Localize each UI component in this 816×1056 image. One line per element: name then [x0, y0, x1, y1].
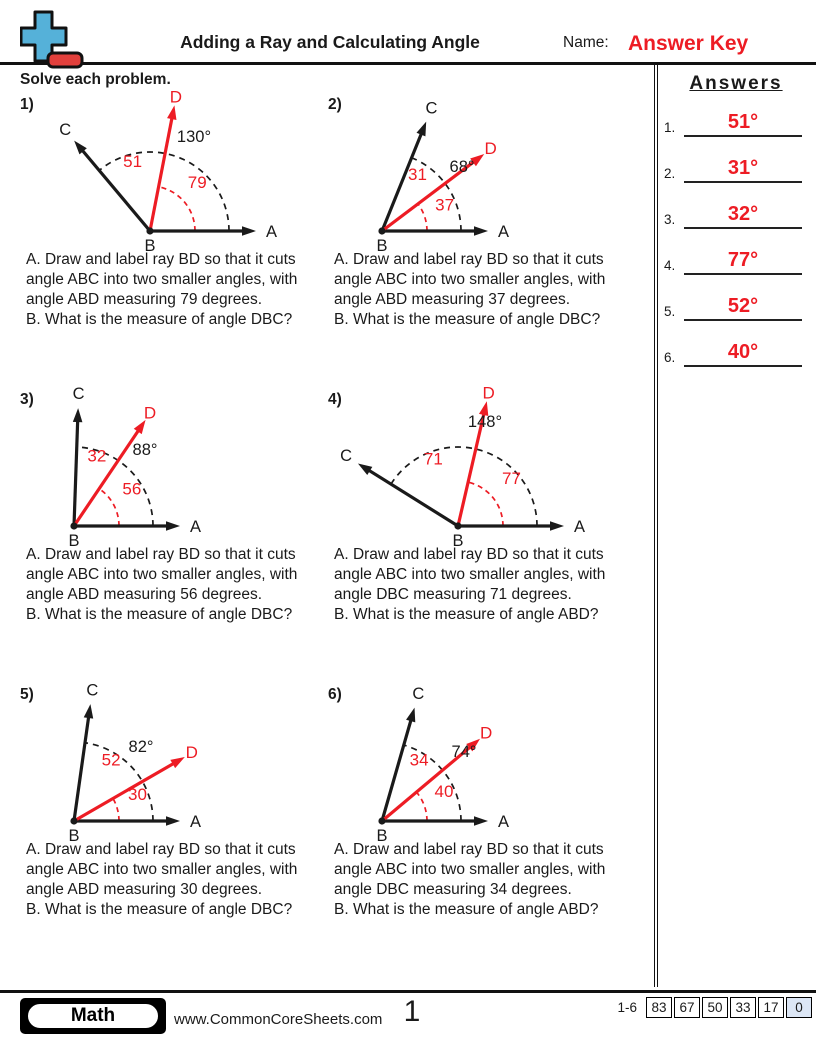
problem-part-b: B. What is the measure of angle DBC?	[334, 311, 601, 329]
ray-a-label: A	[574, 518, 586, 536]
total-angle-label: 130°	[176, 128, 212, 146]
problem-number: 4)	[328, 391, 342, 408]
ray-a-label: A	[498, 813, 510, 831]
answer-number: 4.	[664, 258, 676, 273]
angle-abd-label: 37	[435, 195, 455, 215]
answer-value: 40°	[684, 341, 802, 367]
score-strip	[617, 997, 812, 1018]
answer-number: 1.	[664, 120, 676, 135]
vertex-b-label: B	[376, 237, 388, 255]
answer-item	[664, 341, 810, 367]
problem	[328, 383, 654, 684]
angle-dbc-label: 51	[123, 152, 143, 172]
answer-item	[664, 157, 810, 183]
answers-column	[654, 65, 816, 987]
score-cell: 67	[674, 997, 700, 1018]
problem-text	[334, 250, 638, 331]
problem-text	[334, 545, 638, 626]
problem-part-b: B. What is the measure of angle DBC?	[26, 901, 293, 919]
angle-abd-label: 56	[122, 479, 142, 499]
total-angle-label: 88°	[132, 441, 158, 459]
angle-diagram	[34, 385, 334, 551]
angle-dbc-label: 31	[408, 165, 427, 185]
vertex-b-label: B	[68, 532, 80, 550]
brand-badge	[20, 998, 166, 1034]
score-cell: 83	[646, 997, 672, 1018]
problem-part-a: A. Draw and label ray BD so that it cuts angle ABC into two smaller angles, with angle ABD measuring 56 degrees.	[26, 546, 298, 604]
brand-label: Math	[26, 1002, 160, 1030]
angle-dbc-label: 52	[101, 750, 121, 770]
ray-d-label: D	[482, 383, 495, 403]
header	[0, 0, 816, 65]
angle-abd-label: 77	[502, 468, 521, 488]
vertex-b-label: B	[376, 827, 388, 845]
angle-diagram	[340, 383, 642, 551]
angle-dbc-label: 32	[87, 446, 107, 466]
ray-c-label: C	[340, 447, 353, 466]
score-cell: 0	[786, 997, 812, 1018]
vertex-b-label: B	[452, 532, 464, 550]
site-url: www.CommonCoreSheets.com	[174, 1011, 383, 1028]
ray-d-label: D	[185, 743, 198, 762]
answer-item	[664, 111, 810, 137]
score-range-label: 1-6	[617, 1000, 637, 1015]
problem	[328, 684, 654, 979]
score-cell: 33	[730, 997, 756, 1018]
content	[0, 65, 816, 987]
answer-item	[664, 295, 810, 321]
problem	[20, 87, 328, 389]
footer	[0, 990, 816, 1056]
answer-number: 3.	[664, 212, 676, 227]
answers-title: Answers	[689, 73, 783, 94]
angle-diagram	[34, 681, 334, 846]
angle-abd-label: 40	[434, 781, 454, 801]
ray-d-label: D	[169, 87, 183, 107]
angle-dbc-label: 71	[423, 449, 443, 469]
problem-part-a: A. Draw and label ray BD so that it cuts angle ABC into two smaller angles, with angle DBC measuring 34 degrees.	[334, 841, 606, 899]
problem-number: 2)	[328, 96, 342, 113]
answer-number: 2.	[664, 166, 676, 181]
problem	[20, 385, 328, 684]
page-number: 1	[403, 995, 421, 1028]
problem-number: 6)	[328, 686, 342, 703]
problem-part-b: B. What is the measure of angle DBC?	[26, 311, 293, 329]
ray-a-label: A	[498, 223, 510, 241]
total-angle-label: 82°	[128, 738, 154, 756]
problem	[20, 681, 328, 979]
problem-part-b: B. What is the measure of angle ABD?	[334, 901, 599, 919]
angle-abd-label: 30	[128, 785, 147, 805]
angle-diagram	[342, 94, 642, 256]
total-angle-label: 148°	[467, 413, 503, 431]
problem-part-a: A. Draw and label ray BD so that it cuts angle ABC into two smaller angles, with angle DBC measuring 71 degrees.	[334, 546, 606, 604]
angle-dbc-label: 34	[409, 750, 429, 770]
answer-value: 32°	[684, 203, 802, 229]
problems-area	[0, 65, 654, 987]
score-cell: 50	[702, 997, 728, 1018]
problem-number: 3)	[20, 391, 34, 408]
ray-c-label: C	[425, 99, 438, 118]
answer-value: 31°	[684, 157, 802, 183]
answers-list	[662, 111, 810, 367]
answer-item	[664, 249, 810, 275]
ray-c-label: C	[412, 685, 425, 704]
problem-number: 5)	[20, 686, 34, 703]
instructions: Solve each problem.	[20, 71, 171, 88]
problem-number: 1)	[20, 96, 34, 113]
plus-minus-logo-icon	[20, 10, 86, 70]
answer-value: 77°	[684, 249, 802, 275]
problem	[328, 94, 654, 389]
ray-a-label: A	[190, 813, 202, 831]
total-angle-label: 74°	[451, 743, 477, 761]
answer-number: 5.	[664, 304, 676, 319]
ray-a-label: A	[190, 518, 202, 536]
ray-d-label: D	[484, 139, 497, 159]
problem-part-a: A. Draw and label ray BD so that it cuts angle ABC into two smaller angles, with angle ABD measuring 37 degrees.	[334, 251, 606, 309]
ray-d-label: D	[143, 403, 157, 423]
name-label: Name:	[563, 34, 609, 51]
problem-text	[26, 840, 302, 921]
page-title: Adding a Ray and Calculating Angle	[180, 32, 480, 52]
ray-a-label: A	[266, 223, 278, 241]
answer-number: 6.	[664, 350, 676, 365]
problem-part-b: B. What is the measure of angle ABD?	[334, 606, 599, 624]
ray-c-label: C	[86, 681, 99, 700]
score-cells	[644, 997, 812, 1018]
ray-c-label: C	[72, 385, 85, 404]
ray-c-label: C	[59, 120, 72, 139]
angle-diagram	[342, 684, 642, 846]
vertex-b-label: B	[144, 237, 156, 255]
angle-diagram	[34, 87, 334, 256]
problems-grid	[20, 87, 654, 979]
answer-key-text: Answer Key	[628, 32, 749, 55]
score-cell: 17	[758, 997, 784, 1018]
problem-part-b: B. What is the measure of angle DBC?	[26, 606, 293, 624]
problem-text	[26, 545, 302, 626]
problem-part-a: A. Draw and label ray BD so that it cuts angle ABC into two smaller angles, with angle ABD measuring 30 degrees.	[26, 841, 298, 899]
answer-item	[664, 203, 810, 229]
ray-d-label: D	[480, 723, 493, 743]
total-angle-label: 68°	[449, 158, 475, 176]
problem-text	[26, 250, 302, 331]
vertex-b-label: B	[68, 827, 80, 845]
answer-value: 52°	[684, 295, 802, 321]
angle-abd-label: 79	[187, 173, 207, 193]
problem-text	[334, 840, 638, 921]
answer-value: 51°	[684, 111, 802, 137]
problem-part-a: A. Draw and label ray BD so that it cuts angle ABC into two smaller angles, with angle ABD measuring 79 degrees.	[26, 251, 298, 309]
